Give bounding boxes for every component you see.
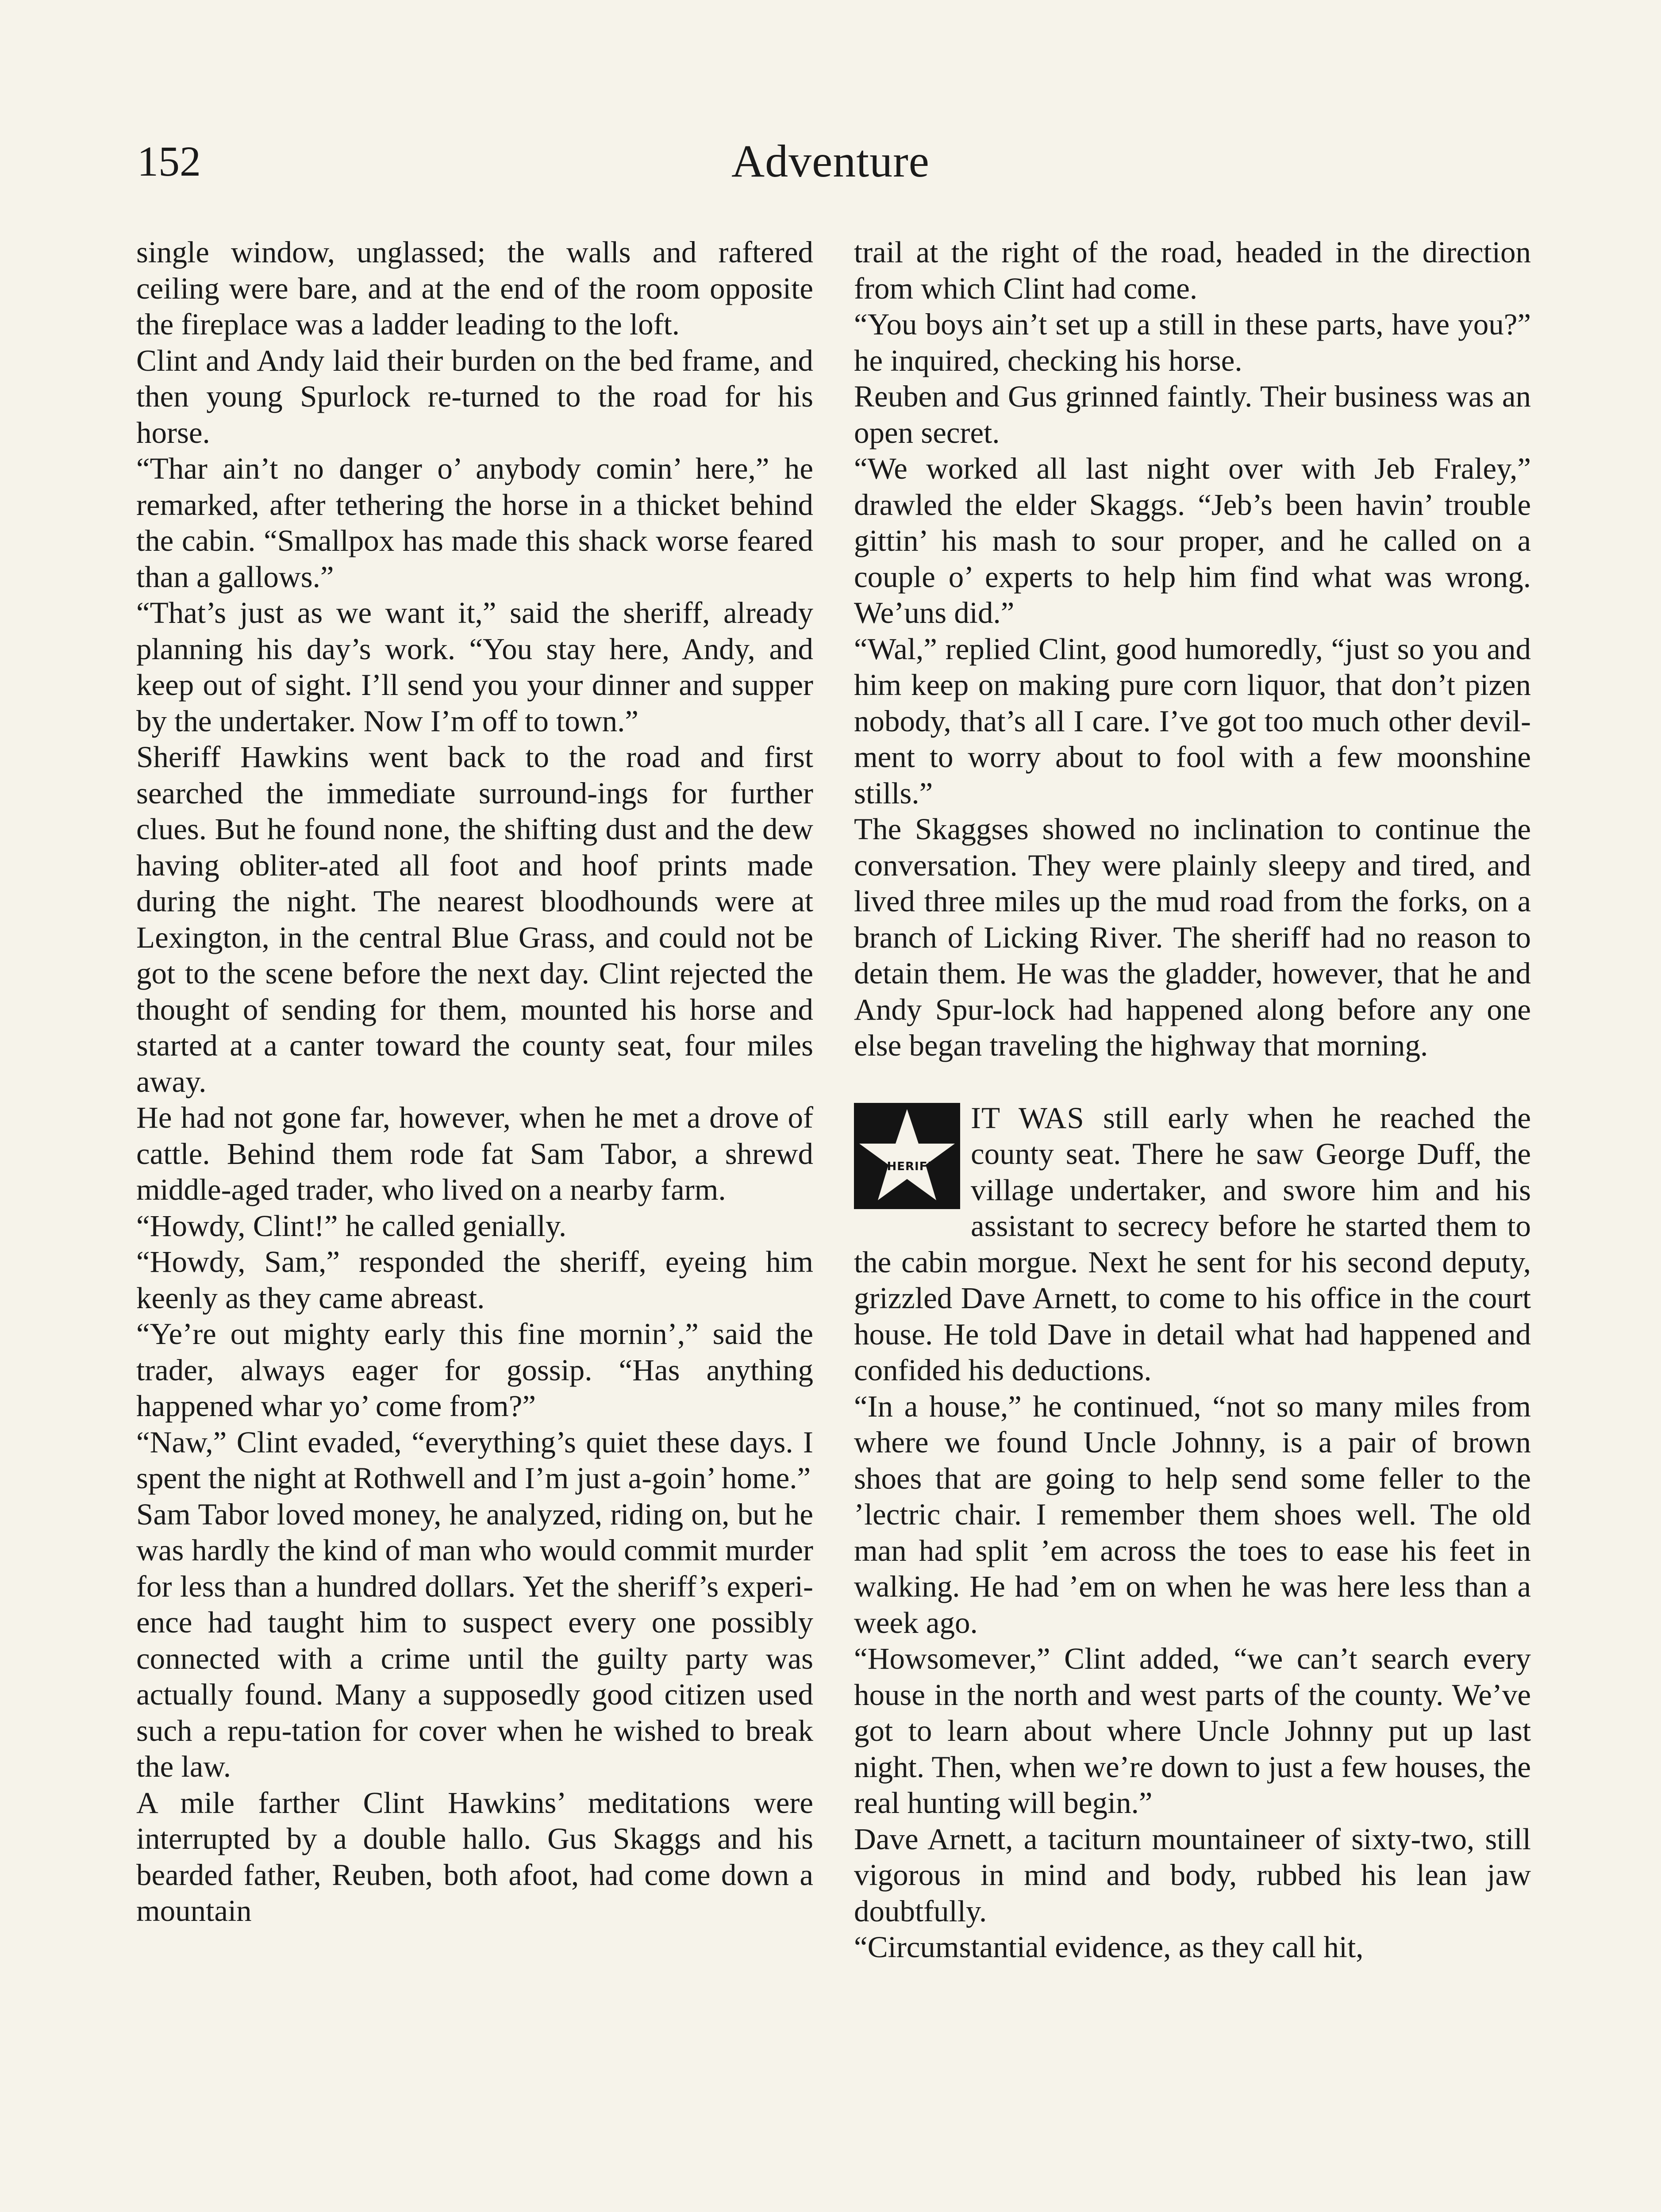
running-title: Adventure — [731, 136, 930, 187]
paragraph: Dave Arnett, a taciturn mountaineer of sixty-two, still vigorous in mind and body, rubbed his lean jaw doubtfully. — [854, 1822, 1531, 1928]
paragraph: “Howdy, Clint!” he called genially. — [136, 1209, 567, 1243]
paragraph: Sam Tabor loved money, he analyzed, riding on, but he was hardly the kind of man who would commit murder for less than a hundred dollars. Yet the sheriff’s experi-ence had taught him to suspect every one possibly connected with a crime until the guilty party was actually found. Many a supposedly good citizen used such a repu-tation for cover when he wished to break the law. — [136, 1497, 813, 1783]
paragraph: single window, unglassed; the walls and raftered ceiling were bare, and at the end of the room opposite the fireplace was a ladder leading to the loft. — [136, 235, 813, 341]
paragraph: “We worked all last night over with Jeb Fraley,” drawled the elder Skaggs. “Jeb’s been havin’ trouble gittin’ his mash to sour proper, and he called on a couple o’ experts to help him find what was wrong. We’uns did.” — [854, 452, 1531, 630]
sheriff-star-icon — [854, 1103, 960, 1209]
lead-text: still early when he reached the county seat. There he saw George Duff, the village undertaker, and swore him and his assistant to secrecy before he started them to the cabin morgue. Next he sent for his second deputy, grizzled Dave Arnett, to come to his office in the court house. He told Dave in detail what had happened and confided his deductions. — [854, 1101, 1531, 1387]
section-break — [854, 1064, 1531, 1100]
paragraph: He had not gone far, however, when he met a drove of cattle. Behind them rode fat Sam Tabor, a shrewd middle-aged trader, who lived on a nearby farm. — [136, 1101, 813, 1206]
page-number: 152 — [137, 138, 201, 185]
paragraph: A mile farther Clint Hawkins’ meditations were interrupted by a double hallo. Gus Skaggs and his bearded father, Reuben, both afoot, had come down a mountain — [136, 1786, 813, 1928]
lead-caps: IT WAS — [971, 1101, 1084, 1135]
paragraph: “That’s just as we want it,” said the sheriff, already planning his day’s work. “You stay here, Andy, and keep out of sight. I’ll send you your dinner and supper by the undertaker. Now I’m off to town.” — [136, 596, 813, 738]
paragraph: “Wal,” replied Clint, good humoredly, “just so you and him keep on making pure corn liquor, that don’t pizen nobody, that’s all I care. I’ve got too much other devil-ment to worry about to fool with a few moonshine stills.” — [854, 632, 1531, 810]
right-column — [854, 234, 1531, 1966]
paragraph: “In a house,” he continued, “not so many miles from where we found Uncle Johnny, is a pair of brown shoes that are going to help send some feller to the ’lectric chair. I remember them shoes well. The old man had split ’em across the toes to ease his feet in walking. He had ’em on when he was here less than a week ago. — [854, 1389, 1531, 1640]
paragraph: “Naw,” Clint evaded, “everything’s quiet these days. I spent the night at Rothwell and I’m just a-goin’ home.” — [136, 1425, 813, 1495]
paragraph: “Howdy, Sam,” responded the sheriff, eyeing him keenly as they came abreast. — [136, 1245, 813, 1315]
left-column — [136, 234, 813, 1929]
paragraph: “Circumstantial evidence, as they call hit, — [854, 1930, 1364, 1964]
paragraph: Clint and Andy laid their burden on the bed frame, and then young Spurlock re-turned to the road for his horse. — [136, 343, 813, 449]
paragraph: “Howsomever,” Clint added, “we can’t search every house in the north and west parts of the county. We’ve got to learn about where Uncle Johnny put up last night. Then, when we’re down to just a few houses, the real hunting will begin.” — [854, 1642, 1531, 1820]
page-header — [133, 133, 1528, 204]
paragraph: “You boys ain’t set up a still in these parts, have you?” he inquired, checking his horse. — [854, 307, 1531, 377]
badge-label: SHERIFF — [878, 1160, 936, 1173]
paragraph: The Skaggses showed no inclination to continue the conversation. They were plainly sleepy and tired, and lived three miles up the mud road from the forks, on a branch of Licking River. The sheriff had no reason to detain them. He was the gladder, however, that he and Andy Spur-lock had happened along before any one else began traveling the highway that morning. — [854, 812, 1531, 1062]
paragraph: Sheriff Hawkins went back to the road and first searched the immediate surround-ings for further clues. But he found none, the shifting dust and the dew having obliter-ated all foot and hoof prints made during the night. The nearest bloodhounds were at Lexington, in the central Blue Grass, and could not be got to the scene before the next day. Clint rejected the thought of sending for them, mounted his horse and started at a canter toward the county seat, four miles away. — [136, 740, 813, 1098]
section-opening — [854, 1100, 1531, 1389]
paragraph: trail at the right of the road, headed in the direction from which Clint had come. — [854, 235, 1531, 305]
paragraph: Reuben and Gus grinned faintly. Their business was an open secret. — [854, 380, 1531, 449]
paragraph: “Ye’re out mighty early this fine mornin’,” said the trader, always eager for gossip. “Has anything happened whar yo’ come from?” — [136, 1317, 813, 1423]
paragraph: “Thar ain’t no danger o’ anybody comin’ here,” he remarked, after tethering the horse in a thicket behind the cabin. “Smallpox has made this shack worse feared than a gallows.” — [136, 452, 813, 594]
